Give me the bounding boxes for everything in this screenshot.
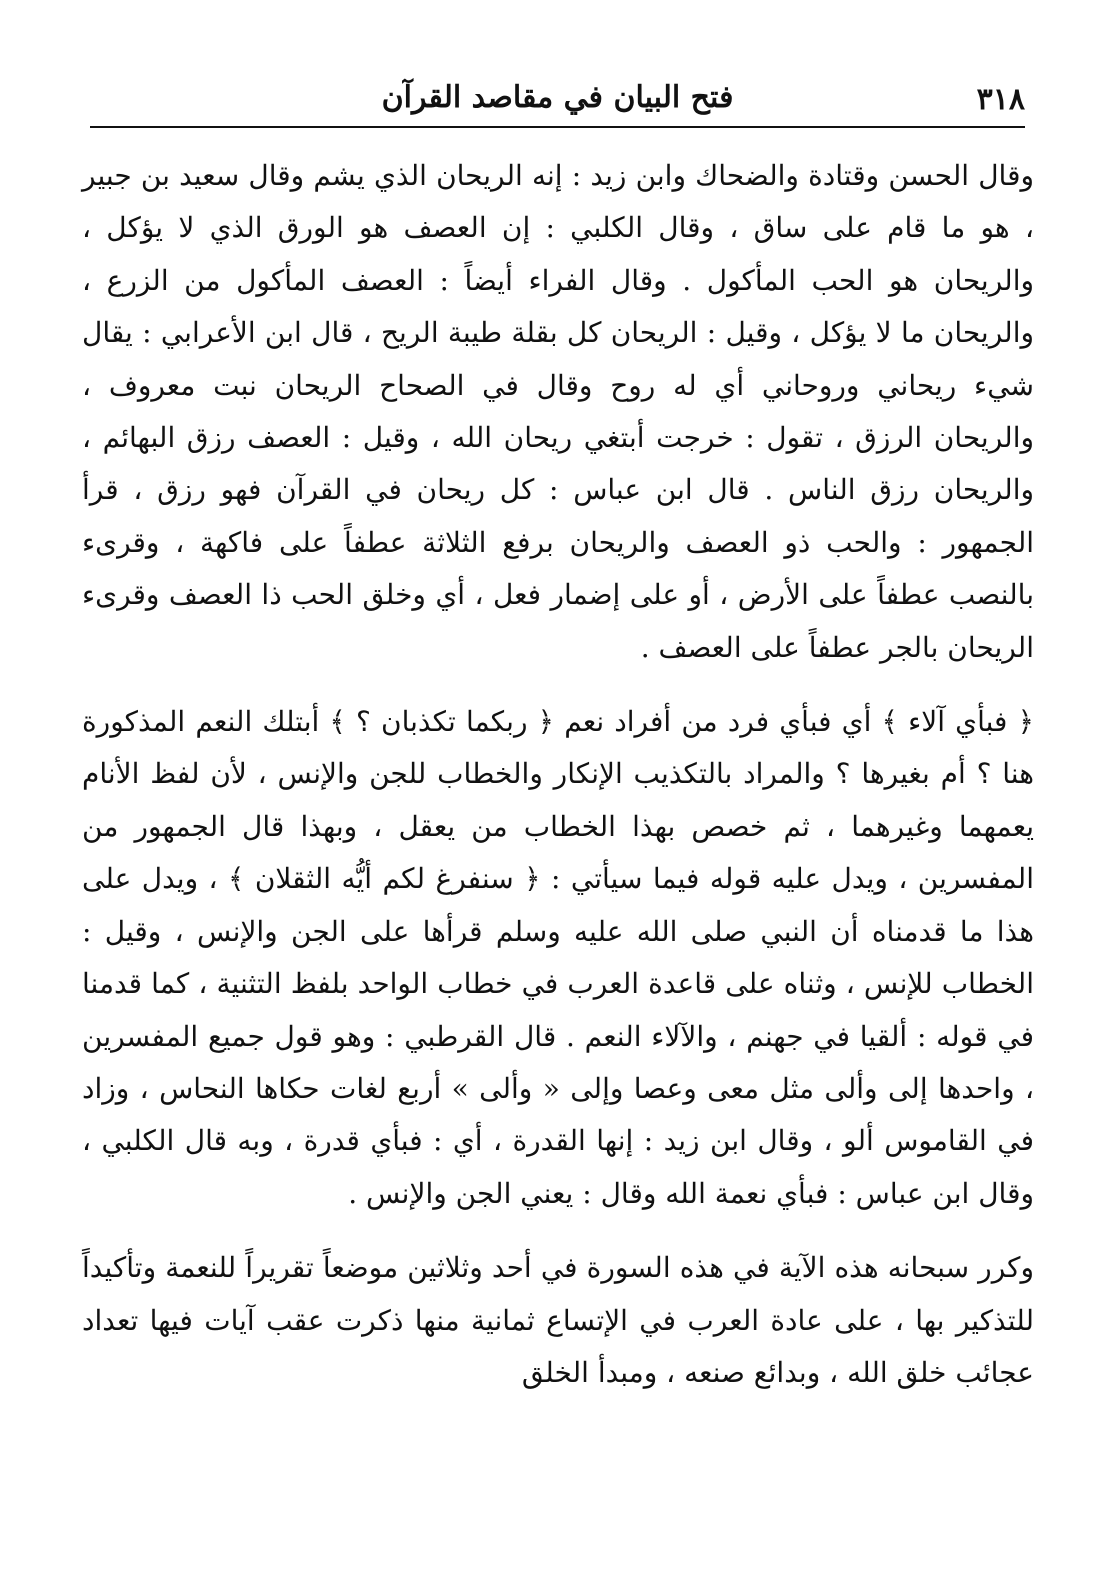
running-title: فتح البيان في مقاصد القرآن — [381, 80, 734, 115]
body-text — [82, 150, 1034, 1399]
header-divider — [90, 126, 1025, 128]
paragraph-2: ﴿ فبأي آلاء ﴾ أي فبأي فرد من أفراد نعم ﴿ ربكما تكذبان ؟ ﴾ أبتلك النعم المذكورة هنا ؟ أم بغيرها ؟ والمراد بالتكذيب الإنكار والخطاب للجن والإنس ، لأن لفظ الأنام يعمهما وغيرهما ، ثم خصص بهذا الخطاب من يعقل ، وبهذا قال الجمهور من المفسرين ، ويدل عليه قوله فيما سيأتي : ﴿ سنفرغ لكم أيُّه الثقلان ﴾ ، ويدل على هذا ما قدمناه أن النبي صلى الله عليه وسلم قرأها على الجن والإنس ، وقيل : الخطاب للإنس ، وثناه على قاعدة العرب في خطاب الواحد بلفظ التثنية ، كما قدمنا في قوله : ألقيا في جهنم ، والآلاء النعم . قال القرطبي : وهو قول جميع المفسرين ، واحدها إلى وألى مثل معى وعصا وإلى « وألى » أربع لغات حكاها النحاس ، وزاد في القاموس ألو ، وقال ابن زيد : إنها القدرة ، أي : فبأي قدرة ، وبه قال الكلبي ، وقال ابن عباس : فبأي نعمة الله وقال : يعني الجن والإنس . — [82, 705, 1034, 1210]
paragraph-1: وقال الحسن وقتادة والضحاك وابن زيد : إنه الريحان الذي يشم وقال سعيد بن جبير ، هو ما قام على ساق ، وقال الكلبي : إن العصف هو الورق الذي لا يؤكل ، والريحان هو الحب المأكول . وقال الفراء أيضاً : العصف المأكول من الزرع ، والريحان ما لا يؤكل ، وقيل : الريحان كل بقلة طيبة الريح ، قال ابن الأعرابي : يقال شيء ريحاني وروحاني أي له روح وقال في الصحاح الريحان نبت معروف ، والريحان الرزق ، تقول : خرجت أبتغي ريحان الله ، وقيل : العصف رزق البهائم ، والريحان رزق الناس . قال ابن عباس : كل ريحان في القرآن فهو رزق ، قرأ الجمهور : والحب ذو العصف والريحان برفع الثلاثة عطفاً على فاكهة ، وقرىء بالنصب عطفاً على الأرض ، أو على إضمار فعل ، أي وخلق الحب ذا العصف وقرىء الريحان بالجر عطفاً على العصف . — [82, 159, 1034, 664]
paragraph-3: وكرر سبحانه هذه الآية في هذه السورة في أحد وثلاثين موضعاً تقريراً للنعمة وتأكيداً للتذكير بها ، على عادة العرب في الإتساع ثمانية منها ذكرت عقب آيات فيها تعداد عجائب خلق الله ، وبدائع صنعه ، ومبدأ الخلق — [82, 1251, 1034, 1389]
page-header — [90, 70, 1025, 128]
page-number: ٣١٨ — [976, 82, 1025, 117]
